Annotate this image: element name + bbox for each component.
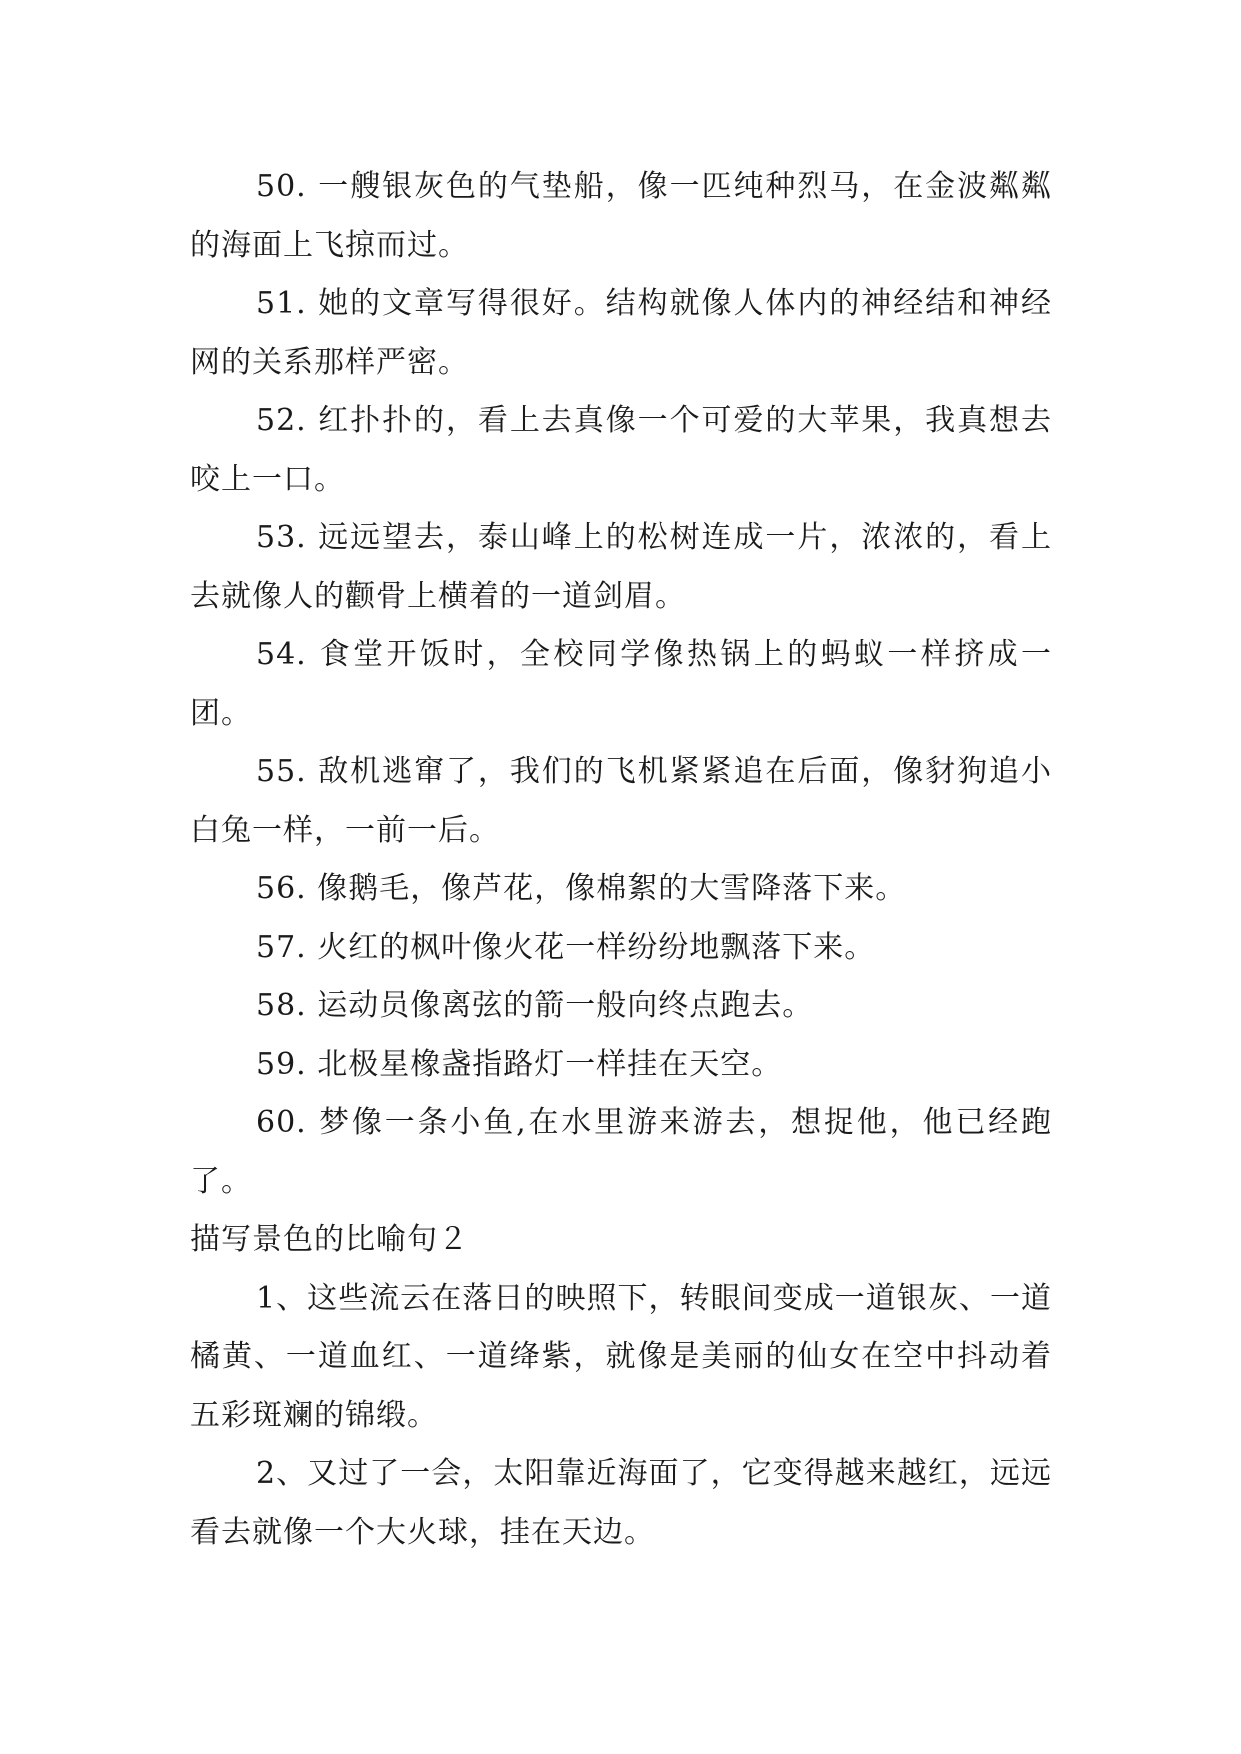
document-page xyxy=(190,158,1052,1562)
paragraph-s2-1: 1、这些流云在落日的映照下，转眼间变成一道银灰、一道橘黄、一道血红、一道绛紫，就像是美丽的仙女在空中抖动着五彩斑斓的锦缎。 xyxy=(190,1280,1052,1433)
paragraph-58: 58. 运动员像离弦的箭一般向终点跑去。 xyxy=(256,988,814,1023)
section-heading: 描写景色的比喻句２ xyxy=(190,1222,469,1257)
paragraph-50: 50. 一艘银灰色的气垫船，像一匹纯种烈马，在金波粼粼的海面上飞掠而过。 xyxy=(190,169,1052,263)
paragraph-57: 57. 火红的枫叶像火花一样纷纷地飘落下来。 xyxy=(256,929,876,965)
paragraph-52: 52. 红扑扑的，看上去真像一个可爱的大苹果，我真想去咬上一口。 xyxy=(190,403,1052,497)
paragraph-55: 55. 敌机逃窜了，我们的飞机紧紧追在后面，像豺狗追小白兔一样，一前一后。 xyxy=(190,754,1052,848)
paragraph-53: 53. 远远望去，泰山峰上的松树连成一片，浓浓的，看上去就像人的颧骨上横着的一道剑眉。 xyxy=(190,520,1052,614)
paragraph-51: 51. 她的文章写得很好。结构就像人体内的神经结和神经网的关系那样严密。 xyxy=(190,286,1052,380)
paragraph-54: 54. 食堂开饭时，全校同学像热锅上的蚂蚁一样挤成一团。 xyxy=(190,637,1052,731)
paragraph-59: 59. 北极星橡盏指路灯一样挂在天空。 xyxy=(256,1046,783,1082)
paragraph-60: 60. 梦像一条小鱼,在水里游来游去，想捉他，他已经跑了。 xyxy=(190,1105,1052,1199)
paragraph-56: 56. 像鹅毛，像芦花，像棉絮的大雪降落下来。 xyxy=(256,871,907,906)
paragraph-s2-2: 2、又过了一会，太阳靠近海面了，它变得越来越红，远远看去就像一个大火球，挂在天边。 xyxy=(190,1456,1052,1550)
